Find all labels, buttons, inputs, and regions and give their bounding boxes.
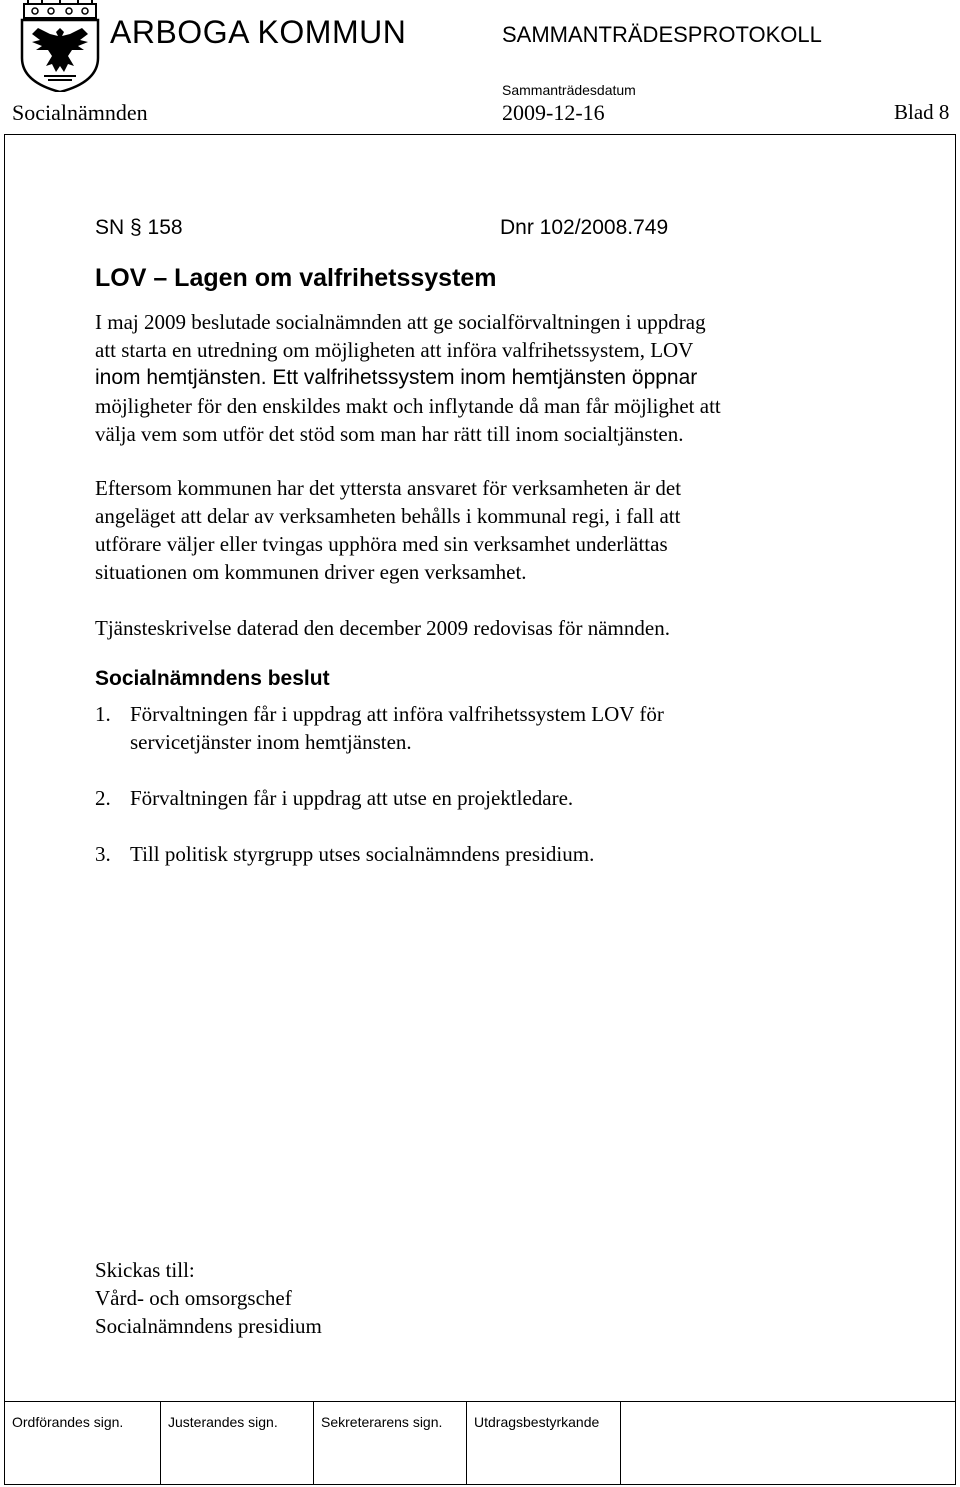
text-line: Eftersom kommunen har det yttersta ansvaret för verksamheten är det (95, 476, 682, 500)
arboga-crest-logo (18, 0, 102, 92)
diary-number: Dnr 102/2008.749 (500, 216, 669, 239)
item-text: servicetjänster inom hemtjänsten. (130, 730, 412, 754)
case-number: SN § 158 (95, 216, 183, 239)
chair-signature-label: Ordförandes sign. (12, 1414, 124, 1430)
document-type: SAMMANTRÄDESPROTOKOLL (502, 22, 822, 47)
distribution-recipient: Vård- och omsorgschef (95, 1286, 292, 1310)
paragraph-background (95, 308, 855, 448)
signature-divider (313, 1401, 314, 1485)
adjuster-signature-label: Justerandes sign. (168, 1414, 278, 1430)
text-line: Tjänsteskrivelse daterad den december 2009 redovisas för nämnden. (95, 616, 670, 640)
text-line: inom hemtjänsten. Ett valfrihetssystem inom hemtjänsten öppnar (95, 366, 698, 389)
paragraph-report (95, 614, 855, 642)
text-line: möjligheter för den enskildes makt och inflytande då man får möjlighet att (95, 394, 721, 418)
item-text: Förvaltningen får i uppdrag att utse en projektledare. (130, 786, 574, 810)
item-text: Till politisk styrgrupp utses socialnämndens presidium. (130, 842, 595, 866)
item-text: Förvaltningen får i uppdrag att införa valfrihetssystem LOV för (130, 702, 664, 726)
signature-divider (160, 1401, 161, 1485)
secretary-signature-label: Sekreterarens sign. (321, 1414, 443, 1430)
sheet-number: Blad 8 (894, 100, 950, 124)
text-line: angeläget att delar av verksamheten behålls i kommunal regi, i fall att (95, 504, 681, 528)
signature-divider (466, 1401, 467, 1485)
case-heading: LOV – Lagen om valfrihetssystem (95, 264, 497, 292)
text-line: I maj 2009 beslutade socialnämnden att ge socialförvaltningen i uppdrag (95, 310, 706, 334)
text-line: välja vem som utför det stöd som man har rätt till inom socialtjänsten. (95, 422, 684, 446)
extract-certification-label: Utdragsbestyrkande (474, 1414, 600, 1430)
signature-divider (620, 1401, 621, 1485)
item-number: 3. (95, 842, 111, 866)
meeting-date: 2009-12-16 (502, 100, 605, 125)
distribution-list (95, 1256, 322, 1340)
distribution-recipient: Socialnämndens presidium (95, 1314, 322, 1338)
item-number: 2. (95, 786, 111, 810)
text-line: att starta en utredning om möjligheten att införa valfrihetssystem, LOV (95, 338, 694, 362)
meeting-date-label: Sammanträdesdatum (502, 82, 636, 98)
paragraph-responsibility (95, 474, 855, 586)
committee-name: Socialnämnden (12, 100, 148, 125)
item-number: 1. (95, 702, 111, 726)
text-line: situationen om kommunen driver egen verksamhet. (95, 560, 527, 584)
organization-name: ARBOGA KOMMUN (110, 14, 407, 50)
distribution-label: Skickas till: (95, 1258, 195, 1282)
text-line: utförare väljer eller tvingas upphöra med sin verksamhet underlättas (95, 532, 668, 556)
decision-heading: Socialnämndens beslut (95, 667, 330, 690)
